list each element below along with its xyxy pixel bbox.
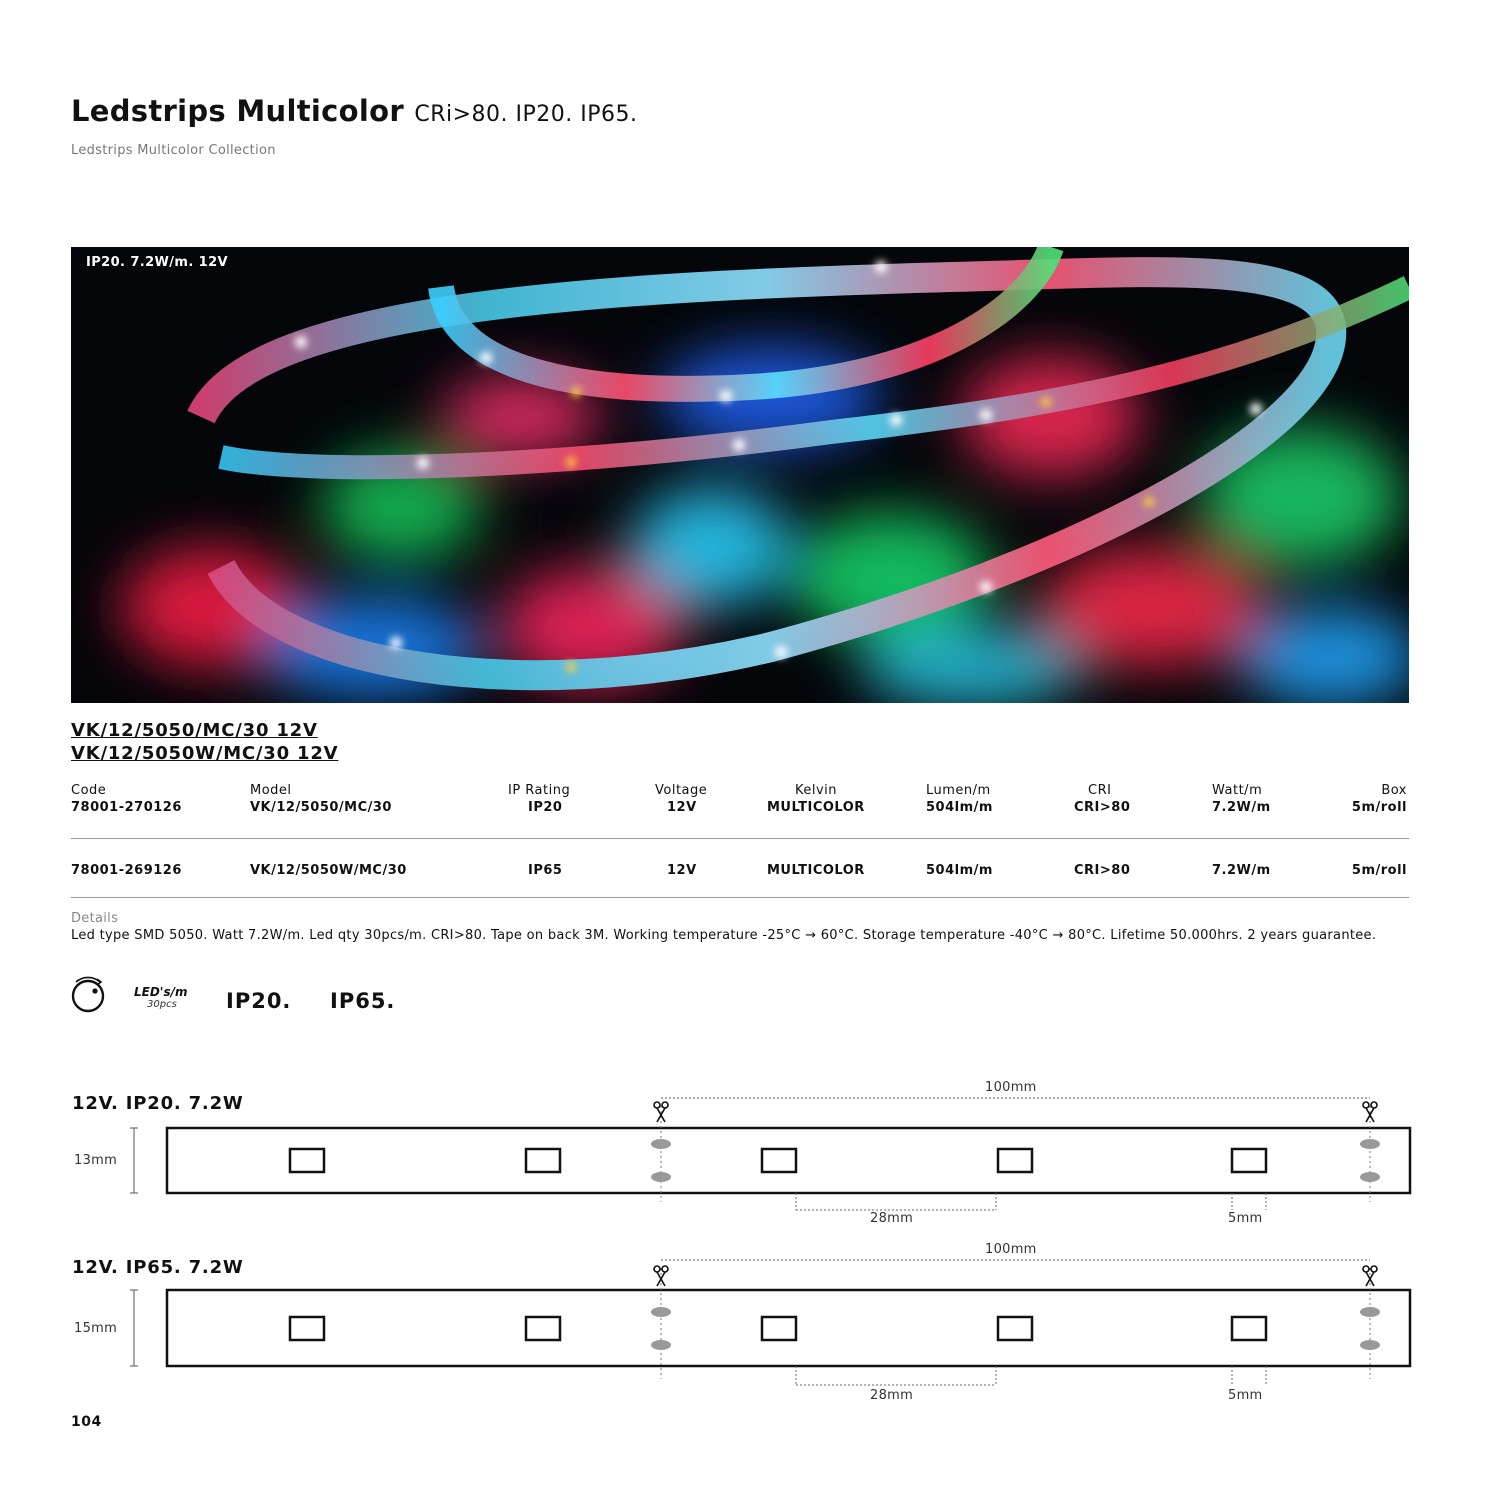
cell-model: VK/12/5050/MC/30 xyxy=(250,800,392,815)
led-strip-illustration xyxy=(71,247,1409,703)
led-chip xyxy=(290,1317,1266,1340)
cell-cri: CRI>80 xyxy=(1074,863,1131,878)
led-pitch-label: 28mm xyxy=(870,1388,914,1403)
title-spec: CRi>80. IP20. IP65. xyxy=(414,102,638,127)
cell-code: 78001-269126 xyxy=(71,863,182,878)
cell-model: VK/12/5050W/MC/30 xyxy=(250,863,407,878)
strip-width-label: 13mm xyxy=(74,1153,118,1168)
product-photo xyxy=(71,247,1409,703)
title-main: Ledstrips Multicolor xyxy=(71,94,404,128)
strip-diagram-ip20 xyxy=(120,1092,1420,1217)
leds-per-meter-label: LED's/m xyxy=(134,985,188,999)
header-voltage: Voltage xyxy=(655,783,708,798)
cut-length-label: 100mm xyxy=(985,1242,1037,1257)
cell-watt: 7.2W/m xyxy=(1212,800,1271,815)
model-list xyxy=(71,719,338,765)
cell-box: 5m/roll xyxy=(1351,863,1407,878)
strip-width-label: 15mm xyxy=(74,1321,118,1336)
cell-kelvin: MULTICOLOR xyxy=(767,800,865,815)
model-name: VK/12/5050W/MC/30 12V xyxy=(71,743,339,764)
cell-kelvin: MULTICOLOR xyxy=(767,863,865,878)
photo-spec-label: IP20. 7.2W/m. 12V xyxy=(86,255,228,270)
header-box: Box xyxy=(1381,783,1407,798)
cell-ip-rating: IP65 xyxy=(528,863,563,878)
led-chip xyxy=(290,1149,1266,1172)
diagram-title: 12V. IP65. 7.2W xyxy=(72,1257,244,1278)
table-divider xyxy=(71,897,1409,898)
page-title xyxy=(71,94,637,128)
header-model: Model xyxy=(250,783,292,798)
header-kelvin: Kelvin xyxy=(795,783,838,798)
cell-ip-rating: IP20 xyxy=(528,800,563,815)
diagram-title: 12V. IP20. 7.2W xyxy=(72,1093,244,1114)
ip20-badge: IP20. xyxy=(226,989,292,1013)
led-size-label: 5mm xyxy=(1228,1388,1263,1403)
cell-lumen: 504lm/m xyxy=(926,863,993,878)
led-pitch-label: 28mm xyxy=(870,1211,914,1226)
details-heading: Details xyxy=(71,911,119,926)
strip-diagram-ip65 xyxy=(120,1254,1420,1392)
cell-lumen: 504lm/m xyxy=(926,800,993,815)
cell-voltage: 12V xyxy=(667,800,697,815)
lifetime-clock-icon xyxy=(68,974,108,1014)
cell-code: 78001-270126 xyxy=(71,800,182,815)
header-ip-rating: IP Rating xyxy=(508,783,571,798)
ip65-badge: IP65. xyxy=(330,989,396,1013)
header-lumen: Lumen/m xyxy=(926,783,991,798)
header-cri: CRI xyxy=(1088,783,1112,798)
led-size-label: 5mm xyxy=(1228,1211,1263,1226)
page-number: 104 xyxy=(71,1414,102,1430)
leds-per-meter-qty: 30pcs xyxy=(147,999,177,1010)
page-subtitle: Ledstrips Multicolor Collection xyxy=(71,143,276,158)
cell-watt: 7.2W/m xyxy=(1212,863,1271,878)
table-divider xyxy=(71,838,1409,839)
header-watt: Watt/m xyxy=(1212,783,1263,798)
cell-cri: CRI>80 xyxy=(1074,800,1131,815)
cut-length-label: 100mm xyxy=(985,1080,1037,1095)
header-code: Code xyxy=(71,783,107,798)
details-text: Led type SMD 5050. Watt 7.2W/m. Led qty 30pcs/m. CRI>80. Tape on back 3M. Working temperature -25°C → 60°C. Storage temperature -40°C → 80°C. Lifetime 50.000hrs. 2 years guarantee. xyxy=(71,928,1377,943)
model-name: VK/12/5050/MC/30 12V xyxy=(71,720,318,741)
cell-box: 5m/roll xyxy=(1351,800,1407,815)
cell-voltage: 12V xyxy=(667,863,697,878)
